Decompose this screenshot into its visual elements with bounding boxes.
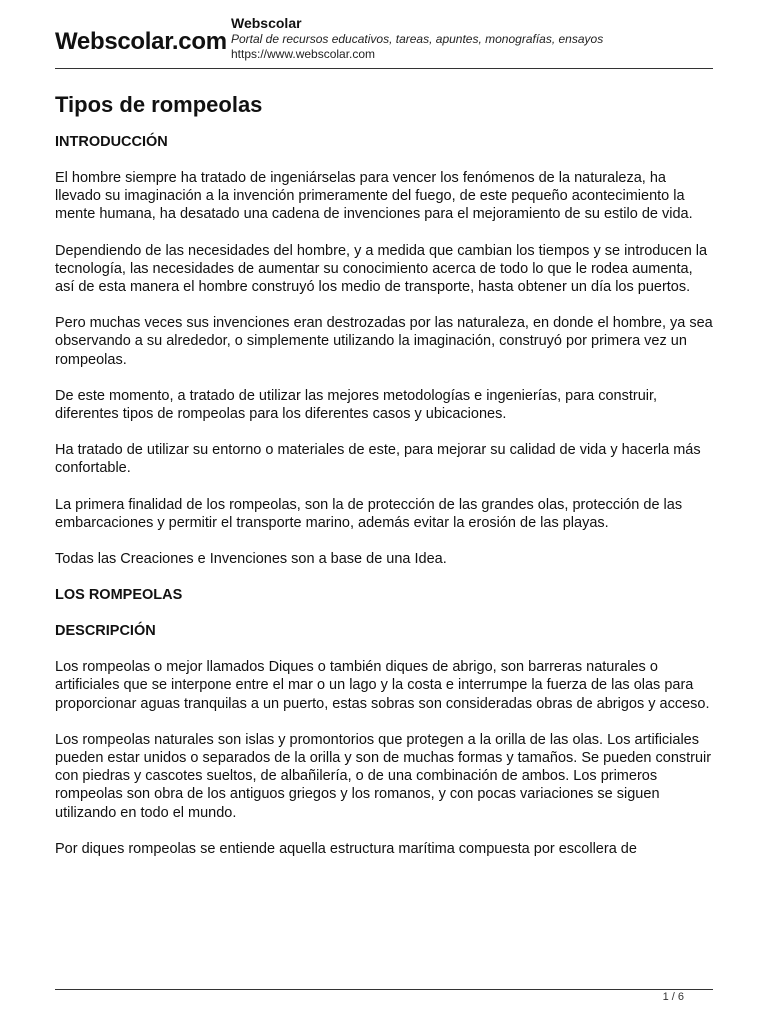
site-url-link[interactable]: https://www.webscolar.com: [231, 47, 376, 61]
paragraph: Ha tratado de utilizar su entorno o materiales de este, para mejorar su calidad de vida y hacerla más confortable.: [55, 442, 701, 477]
paragraph: Dependiendo de las necesidades del hombre, y a medida que cambian los tiempos y se introducen la tecnología, las necesidades de aumentar su conocimiento acerca de todo lo que le rodea aumenta, así de esta manera el hombre construyó los medio de transporte, hasta obtener un día los puertos.: [55, 242, 708, 296]
paragraph: La primera finalidad de los rompeolas, son la de protección de las grandes olas, protección de las embarcaciones y permitir el transporte marino, además evitar la erosión de las playas.: [55, 496, 683, 531]
site-name: Webscolar: [231, 15, 302, 31]
paragraph: Todas las Creaciones e Invenciones son a base de una Idea.: [55, 551, 447, 568]
document-body: [55, 90, 715, 876]
paragraph: El hombre siempre ha tratado de ingeniárselas para vencer los fenómenos de la naturaleza, ha llevado su imaginación a la invención primeramente del fuego, de este pequeño acontecimiento la mente humana, ha desatado una cadena de invenciones para el mejoramiento de su estilo de vida.: [55, 170, 693, 223]
intro-heading: INTRODUCCIÓN: [55, 134, 168, 150]
header-divider: [55, 68, 713, 69]
paragraph: Los rompeolas naturales son islas y promontorios que protegen a la orilla de las olas. Los artificiales pueden estar unidos o separados de la orilla y son de muchas formas y tamaños. Se pueden construir con piedras y cascotes sueltos, de albañilería, o de una combinación de ambos. Los primeros rompeolas son obra de los antiguos griegos y los romanos, y con pocas variaciones se siguen utilizando en todo el mundo.: [55, 731, 712, 821]
paragraph: Pero muchas veces sus invenciones eran destrozadas por las naturaleza, en donde el hombre, ya sea observando a su alrededor, o simplemente utilizando la imaginación, construyó por primera vez un rompeolas.: [55, 315, 713, 368]
site-header: [55, 14, 713, 68]
paragraph: Los rompeolas o mejor llamados Diques o también diques de abrigo, son barreras naturales o artificiales que se interpone entre el mar o un lago y la costa e interrumpe la fuerza de las olas para proporcionar aguas tranquilas a un puerto, estas sobras son consideradas obras de abrigos y acceso.: [55, 659, 710, 712]
paragraph: Por diques rompeolas se entiende aquella estructura marítima compuesta por escollera de: [55, 840, 637, 857]
section-heading-rompeolas: LOS ROMPEOLAS: [55, 587, 183, 604]
document-title: Tipos de rompeolas: [55, 92, 263, 117]
site-info: [231, 14, 711, 62]
paragraph: De este momento, a tratado de utilizar las mejores metodologías e ingenierías, para construir, diferentes tipos de rompeolas para los diferentes casos y ubicaciones.: [55, 387, 658, 423]
page-number: 1 / 6: [662, 991, 684, 1003]
description-heading: DESCRIPCIÓN: [55, 623, 156, 640]
footer-divider: [55, 989, 713, 990]
site-logo[interactable]: Webscolar.com: [55, 28, 227, 55]
site-description: Portal de recursos educativos, tareas, apuntes, monografías, ensayos: [231, 32, 604, 46]
